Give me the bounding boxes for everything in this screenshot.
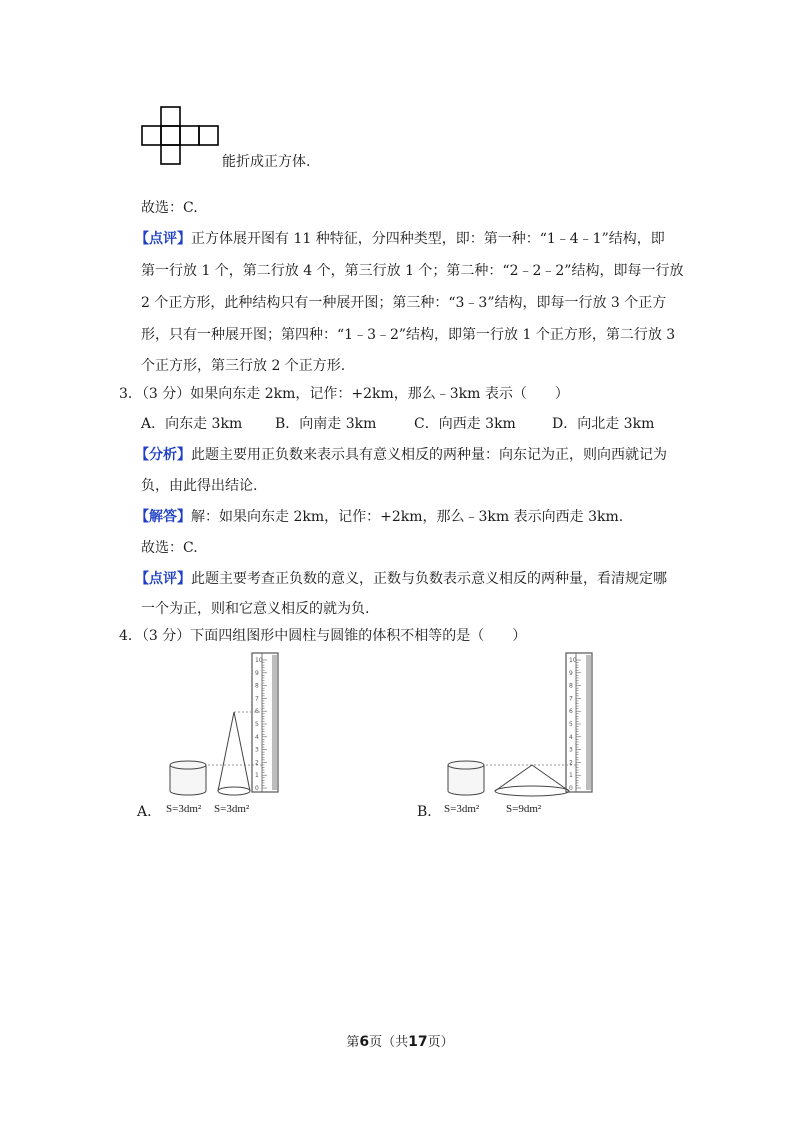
q3-stem: 3．（3 分）如果向东走 2km，记作：+2km，那么﹣3km 表示（ ） — [119, 386, 569, 402]
q2-comment-line-2: 第一行放 1 个，第二行放 4 个，第三行放 1 个；第二种：“2﹣2﹣2”结构，即每一行放 — [141, 263, 684, 279]
q2-comment-line-1: 【点评】正方体展开图有 11 种特征，分四种类型，即：第一种：“1﹣4﹣1”结构，即 — [135, 231, 665, 247]
ruler-tick-label: 2 — [255, 759, 259, 767]
net-square — [180, 126, 199, 145]
net-square — [161, 126, 180, 145]
ruler-tick-label: 4 — [255, 733, 259, 741]
cube-net-figure — [140, 105, 224, 165]
q4-option-b-label: B. — [417, 804, 432, 820]
page-number: 6 — [359, 1034, 370, 1050]
ruler-tick-label: 4 — [569, 733, 573, 741]
solution-tag: 【解答】 — [135, 509, 191, 525]
ruler-tick-label: 0 — [569, 785, 573, 792]
q3-analysis-line-1: 【分析】此题主要用正负数来表示具有意义相反的两种量：向东记为正，则向西就记为 — [135, 447, 667, 463]
comment-tag: 【点评】 — [135, 231, 191, 247]
q3-answer: 故选：C. — [141, 540, 198, 556]
analysis-tag: 【分析】 — [135, 447, 191, 463]
ruler-tick-label: 6 — [569, 708, 573, 716]
ruler-tick-label: 1 — [569, 772, 573, 780]
q2-comment-line-4: 形，只有一种展开图；第四种：“1﹣3﹣2”结构，即第一行放 1 个正方形，第二行放 3 — [141, 327, 676, 343]
ruler-tick-label: 2 — [569, 759, 573, 767]
ruler-tick-label: 7 — [569, 695, 573, 703]
q3-option-b: B．向南走 3km — [275, 416, 377, 432]
ruler-tick-label: 3 — [569, 746, 573, 754]
ruler-tick-label: 5 — [569, 721, 573, 728]
cone-area-label: S=9dm² — [506, 803, 542, 815]
net-square — [161, 145, 180, 164]
net-caption: 能折成正方体. — [222, 154, 311, 170]
q3-comment-line-1: 【点评】此题主要考查正负数的意义，正数与负数表示意义相反的两种量，看清规定哪 — [135, 571, 667, 587]
ruler-tick-label: 8 — [569, 682, 573, 690]
ruler-tick-label: 9 — [569, 669, 573, 677]
net-square — [142, 126, 161, 145]
ruler-tick-label: 0 — [255, 785, 259, 792]
q2-answer: 故选：C. — [141, 200, 198, 216]
figure-b-cylinder-cone — [438, 648, 598, 823]
net-square — [161, 107, 180, 126]
ruler-tick-label: 7 — [255, 695, 259, 703]
figure-a-cylinder-cone — [160, 648, 285, 823]
cylinder-area-label: S=3dm² — [166, 803, 202, 815]
q4-option-a-label: A. — [137, 804, 152, 820]
ruler-tick-label: 5 — [255, 721, 259, 728]
ruler-tick-label: 6 — [255, 708, 259, 716]
cylinder — [170, 761, 206, 795]
ruler-tick-label: 1 — [255, 772, 259, 780]
q3-comment-line-2: 一个为正，则和它意义相反的就为负. — [141, 601, 370, 617]
ruler-tick-label: 10 — [255, 657, 263, 664]
q4-stem: 4．（3 分）下面四组图形中圆柱与圆锥的体积不相等的是（ ） — [119, 628, 527, 644]
page-total: 17 — [408, 1034, 428, 1050]
q3-solution: 【解答】解：如果向东走 2km，记作：+2km，那么﹣3km 表示向西走 3km. — [135, 509, 624, 525]
q3-option-a: A．向东走 3km — [141, 416, 243, 432]
page-footer: 第6页（共17页） — [346, 1034, 454, 1050]
cone — [218, 712, 250, 795]
ruler-tick-label: 10 — [569, 657, 577, 664]
comment-tag: 【点评】 — [135, 571, 191, 587]
q2-comment-line-5: 个正方形，第三行放 2 个正方形. — [141, 358, 346, 374]
cylinder-area-label: S=3dm² — [444, 803, 480, 815]
ruler-tick-label: 8 — [255, 682, 259, 690]
q2-comment-line-3: 2 个正方形，此种结构只有一种展开图；第三种：“3﹣3”结构，即每一行放 3 个正方 — [141, 295, 667, 311]
cone-area-label: S=3dm² — [214, 803, 250, 815]
q3-analysis-line-2: 负，由此得出结论. — [141, 478, 258, 494]
ruler-tick-label: 9 — [255, 669, 259, 677]
cylinder — [448, 761, 484, 795]
ruler-tick-label: 3 — [255, 746, 259, 754]
q3-option-c: C．向西走 3km — [414, 416, 516, 432]
cone — [495, 765, 569, 796]
q3-option-d: D．向北走 3km — [552, 416, 655, 432]
net-square — [199, 126, 218, 145]
